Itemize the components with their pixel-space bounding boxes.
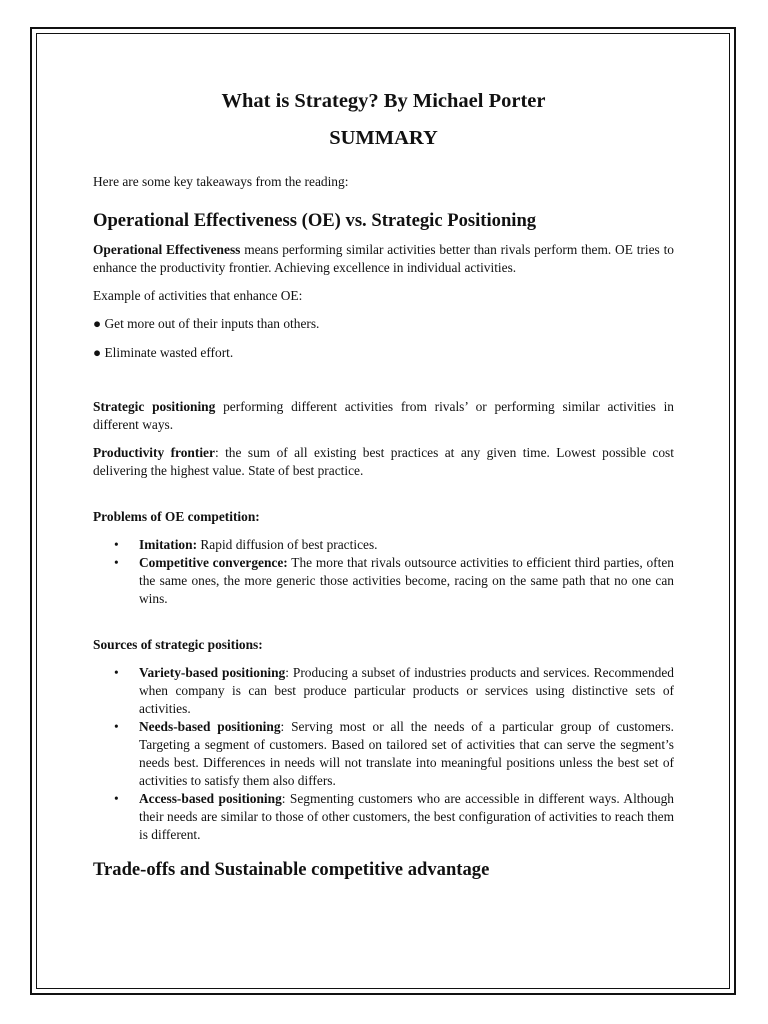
bullet-icon: • bbox=[114, 665, 119, 680]
oe-term: Operational Effectiveness bbox=[93, 242, 241, 257]
list-item-text: Rapid diffusion of best practices. bbox=[197, 537, 378, 552]
pf-term: Productivity frontier bbox=[93, 445, 215, 460]
bullet-icon: • bbox=[114, 791, 119, 806]
list-item-term: Variety-based positioning bbox=[139, 665, 286, 680]
example-item-text: Eliminate wasted effort. bbox=[104, 345, 234, 360]
list-item-term: Competitive convergence: bbox=[139, 555, 288, 570]
sp-term: Strategic positioning bbox=[93, 399, 216, 414]
list-item-term: Access-based positioning bbox=[139, 791, 282, 806]
example-item bbox=[93, 344, 674, 362]
sources-list bbox=[93, 664, 674, 844]
sp-definition: performing different activities from rivals’ or performing similar activities in different ways. bbox=[93, 399, 674, 432]
sp-paragraph bbox=[93, 398, 674, 434]
intro-text: Here are some key takeaways from the reading: bbox=[93, 174, 349, 189]
list-item-text: : Segmenting customers who are accessible in different ways. Although their needs are similar to those of other customers, the best configuration of activities to reach them is different. bbox=[139, 791, 674, 842]
bullet-icon: • bbox=[114, 719, 119, 734]
oe-definition: means performing similar activities better than rivals perform them. OE tries to enhance the productivity frontier. Achieving excellence in individual activities. bbox=[93, 242, 674, 275]
sources-heading: Sources of strategic positions: bbox=[93, 637, 263, 652]
list-item-text: : Serving most or all the needs of a particular group of customers. Targeting a segment of customers. Based on tailored set of activities that can serve the segment’s needs best. Differences in needs will not translate into meaningful positions unless the best set of activities to satisfy them also differs. bbox=[139, 719, 674, 788]
list-item bbox=[93, 664, 674, 718]
section-heading-oe-vs-sp: Operational Effectiveness (OE) vs. Strategic Positioning bbox=[93, 210, 537, 231]
document-title: What is Strategy? By Michael Porter bbox=[221, 90, 546, 112]
oe-paragraph bbox=[93, 241, 674, 277]
bullet-icon: • bbox=[114, 555, 119, 570]
list-item bbox=[93, 554, 674, 608]
circle-bullet-icon: ● bbox=[93, 316, 102, 331]
list-item-text: The more that rivals outsource activities to efficient third parties, often the same ones, the more generic those activities become, racing on the same path that no one can wins. bbox=[139, 555, 674, 606]
example-item-text: Get more out of their inputs than others. bbox=[104, 316, 320, 331]
list-item-term: Needs-based positioning bbox=[139, 719, 281, 734]
circle-bullet-icon: ● bbox=[93, 345, 102, 360]
example-label: Example of activities that enhance OE: bbox=[93, 288, 303, 303]
bullet-icon: • bbox=[114, 537, 119, 552]
pf-definition: : the sum of all existing best practices at any given time. Lowest possible cost delivering the highest value. State of best practice. bbox=[93, 445, 674, 478]
pf-paragraph bbox=[93, 444, 674, 480]
problems-heading: Problems of OE competition: bbox=[93, 509, 260, 524]
document-subtitle: SUMMARY bbox=[329, 127, 438, 149]
list-item-text: : Producing a subset of industries products and services. Recommended when company is can best produce particular products or services using distinctive sets of activities. bbox=[139, 665, 674, 716]
document-content bbox=[93, 88, 674, 882]
section-heading-tradeoffs: Trade-offs and Sustainable competitive advantage bbox=[93, 859, 490, 880]
list-item bbox=[93, 790, 674, 844]
list-item bbox=[93, 718, 674, 790]
list-item-term: Imitation: bbox=[139, 537, 198, 552]
problems-list bbox=[93, 536, 674, 608]
list-item bbox=[93, 536, 674, 554]
example-item bbox=[93, 315, 674, 333]
